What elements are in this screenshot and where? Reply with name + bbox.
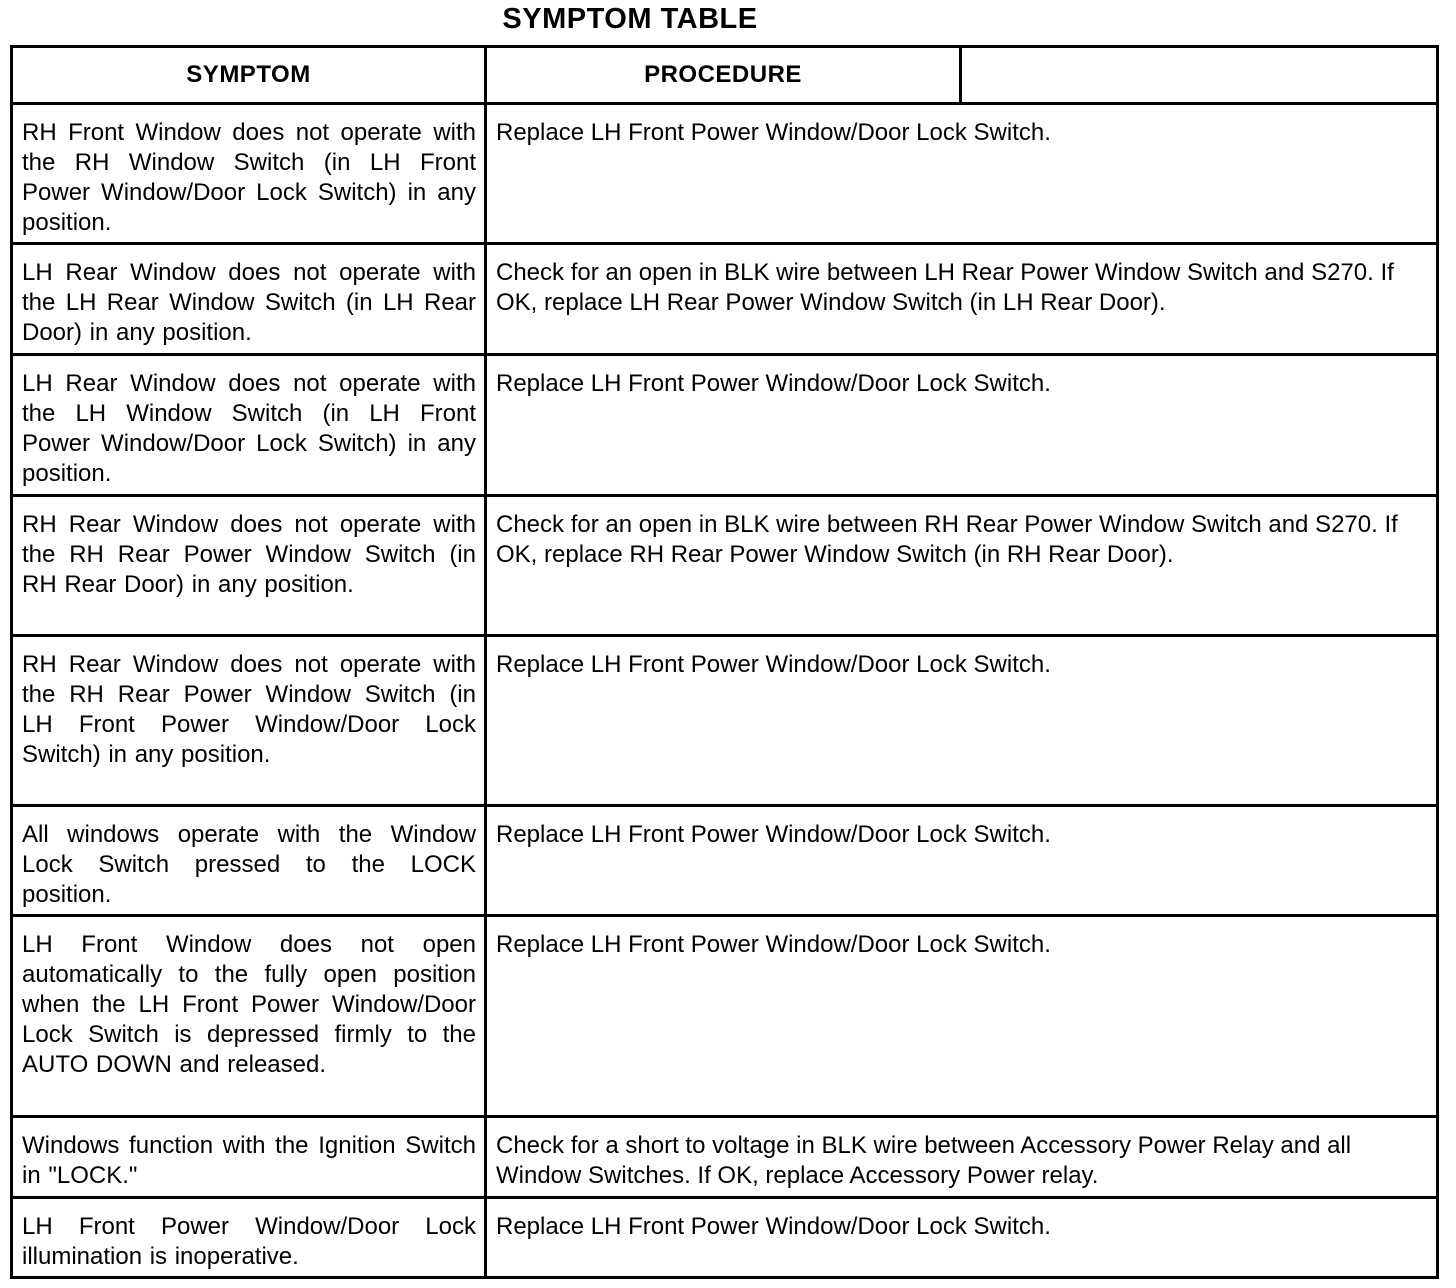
symptom-cell: RH Front Window does not operate with the RH Window Switch (in LH Front Power Window/Door Lock Switch) in any position. [12,104,486,244]
procedure-column-header: PROCEDURE [486,47,961,104]
procedure-cell: Replace LH Front Power Window/Door Lock Switch. [486,355,1438,495]
table-row [12,104,1438,244]
table-row [12,916,1438,1116]
symptom-table [10,45,1439,1279]
table-row [12,244,1438,355]
symptom-cell: LH Front Power Window/Door Lock illumination is inoperative. [12,1197,486,1277]
procedure-cell: Replace LH Front Power Window/Door Lock Switch. [486,635,1438,805]
procedure-cell: Replace LH Front Power Window/Door Lock Switch. [486,104,1438,244]
procedure-cell: Check for an open in BLK wire between LH Rear Power Window Switch and S270. If OK, replace LH Rear Power Window Switch (in LH Rear Door). [486,244,1438,355]
page-title: SYMPTOM TABLE [502,3,758,35]
table-row [12,635,1438,805]
procedure-cell: Replace LH Front Power Window/Door Lock Switch. [486,806,1438,916]
procedure-cell: Check for an open in BLK wire between RH Rear Power Window Switch and S270. If OK, replace RH Rear Power Window Switch (in RH Rear Door). [486,495,1438,635]
blank-column-header [961,47,1438,104]
symptom-column-header: SYMPTOM [12,47,486,104]
symptom-cell: LH Rear Window does not operate with the LH Rear Window Switch (in LH Rear Door) in any position. [12,244,486,355]
symptom-cell: LH Front Window does not open automatically to the fully open position when the LH Front Power Window/Door Lock Switch is depressed firmly to the AUTO DOWN and released. [12,916,486,1116]
symptom-cell: Windows function with the Ignition Switch in "LOCK." [12,1116,486,1197]
symptom-cell: All windows operate with the Window Lock Switch pressed to the LOCK position. [12,806,486,916]
table-row [12,1116,1438,1197]
symptom-cell: RH Rear Window does not operate with the RH Rear Power Window Switch (in RH Rear Door) in any position. [12,495,486,635]
table-row [12,806,1438,916]
procedure-cell: Replace LH Front Power Window/Door Lock Switch. [486,916,1438,1116]
table-row [12,355,1438,495]
procedure-cell: Replace LH Front Power Window/Door Lock Switch. [486,1197,1438,1277]
table-row [12,495,1438,635]
table-header-row [12,47,1438,104]
symptom-cell: RH Rear Window does not operate with the RH Rear Power Window Switch (in LH Front Power Window/Door Lock Switch) in any position. [12,635,486,805]
table-row [12,1197,1438,1277]
procedure-cell: Check for a short to voltage in BLK wire between Accessory Power Relay and all Window Switches. If OK, replace Accessory Power relay. [486,1116,1438,1197]
symptom-cell: LH Rear Window does not operate with the LH Window Switch (in LH Front Power Window/Door Lock Switch) in any position. [12,355,486,495]
